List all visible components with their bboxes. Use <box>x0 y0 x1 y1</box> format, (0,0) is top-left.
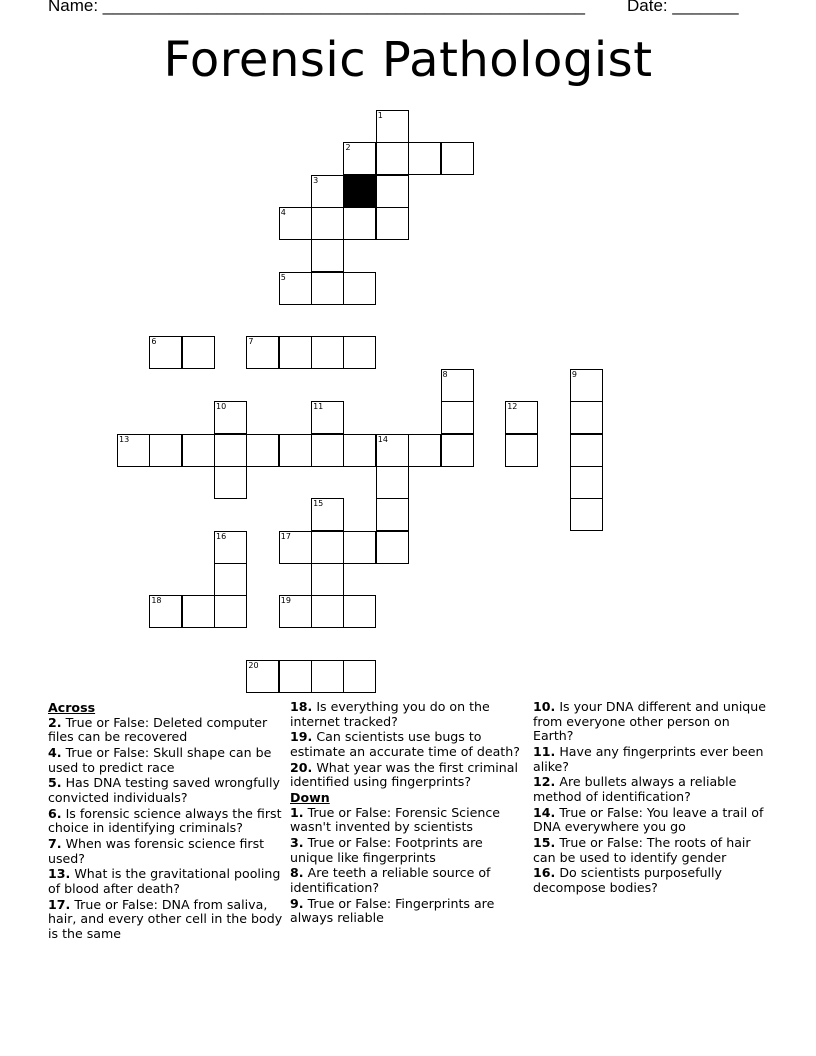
clue-number-label: 2. <box>48 714 62 730</box>
crossword-cell[interactable] <box>279 272 312 305</box>
clue-number: 19 <box>280 596 291 606</box>
crossword-cell[interactable] <box>149 595 182 628</box>
clue-text: Are bullets always a reliable method of identification? <box>533 774 737 804</box>
crossword-cell[interactable] <box>182 336 215 369</box>
crossword-cell[interactable] <box>279 531 312 564</box>
clue-item <box>533 775 773 804</box>
clue-number: 3 <box>313 175 319 185</box>
clue-number-label: 11. <box>533 743 556 759</box>
clue-item <box>48 867 284 896</box>
clue-section-heading: Across <box>48 700 96 715</box>
crossword-cell[interactable] <box>505 434 538 467</box>
crossword-cell[interactable] <box>441 401 474 434</box>
clue-item <box>290 866 526 895</box>
clue-item <box>290 700 526 729</box>
clue-text: True or False: Skull shape can be used to predict race <box>48 744 272 775</box>
clue-number-label: 19. <box>290 729 313 745</box>
crossword-cell[interactable] <box>570 434 603 467</box>
crossword-cell[interactable] <box>311 175 344 208</box>
clue-text: True or False: Deleted computer files can be recovered <box>48 714 268 745</box>
crossword-cell[interactable] <box>279 660 312 693</box>
clue-text: Is everything you do on the internet tracked? <box>290 699 490 729</box>
crossword-cell[interactable] <box>343 336 376 369</box>
crossword-cell[interactable] <box>311 563 344 596</box>
clue-text: Is forensic science always the first choice in identifying criminals? <box>48 805 282 836</box>
clue-item <box>533 700 773 744</box>
crossword-cell[interactable] <box>343 434 376 467</box>
clue-text: True or False: Fingerprints are always reliable <box>290 895 495 926</box>
crossword-cell[interactable] <box>311 595 344 628</box>
clue-text: What is the gravitational pooling of blood after death? <box>48 866 281 897</box>
clue-text: Have any fingerprints ever been alike? <box>533 743 764 774</box>
crossword-cell[interactable] <box>343 660 376 693</box>
clue-number-label: 15. <box>533 835 556 851</box>
crossword-cell[interactable] <box>311 531 344 564</box>
crossword-cell[interactable] <box>505 401 538 434</box>
crossword-cell[interactable] <box>376 466 409 499</box>
crossword-cell[interactable] <box>311 272 344 305</box>
crossword-cell[interactable] <box>117 434 150 467</box>
name-field-label: Name: ___________________________________________________ <box>48 0 585 15</box>
clue-item <box>48 776 284 805</box>
crossword-cell[interactable] <box>570 369 603 402</box>
clue-number: 13 <box>119 434 130 444</box>
clue-number: 11 <box>313 402 324 412</box>
clue-item <box>533 836 773 865</box>
clue-text: True or False: DNA from saliva, hair, and every other cell in the body is the same <box>48 896 283 942</box>
clue-item <box>48 898 284 942</box>
clue-text: Has DNA testing saved wrongfully convicted individuals? <box>48 775 280 805</box>
crossword-cell[interactable] <box>182 595 215 628</box>
clue-item <box>290 761 526 790</box>
crossword-cell[interactable] <box>376 207 409 240</box>
crossword-cell[interactable] <box>376 531 409 564</box>
clue-text: What year was the first criminal identified using fingerprints? <box>290 759 518 790</box>
crossword-cell[interactable] <box>311 207 344 240</box>
clue-number-label: 8. <box>290 865 304 881</box>
clue-item <box>533 866 773 895</box>
crossword-cell[interactable] <box>246 434 279 467</box>
crossword-cell[interactable] <box>343 531 376 564</box>
crossword-cell[interactable] <box>214 531 247 564</box>
page-title: Forensic Pathologist <box>163 32 653 88</box>
crossword-cell[interactable] <box>182 434 215 467</box>
clue-item <box>533 806 773 835</box>
clue-number: 12 <box>507 402 518 412</box>
clue-number: 8 <box>442 369 448 379</box>
crossword-cell[interactable] <box>214 434 247 467</box>
crossword-cell[interactable] <box>311 660 344 693</box>
clue-number-label: 17. <box>48 896 71 912</box>
crossword-cell[interactable] <box>441 142 474 175</box>
crossword-cell[interactable] <box>570 401 603 434</box>
clue-number-label: 6. <box>48 805 62 821</box>
clue-text: Is your DNA different and unique from everyone other person on Earth? <box>533 699 767 744</box>
clue-number: 5 <box>280 272 286 282</box>
crossword-cell[interactable] <box>214 401 247 434</box>
clue-column-1 <box>48 700 284 943</box>
crossword-cell[interactable] <box>441 434 474 467</box>
crossword-cell[interactable] <box>311 239 344 272</box>
clue-number-label: 14. <box>533 804 556 820</box>
clue-section-heading: Down <box>290 790 330 806</box>
clue-item <box>48 837 284 866</box>
crossword-cell[interactable] <box>343 595 376 628</box>
crossword-cell[interactable] <box>311 401 344 434</box>
clue-number-label: 4. <box>48 744 62 760</box>
clue-number-label: 18. <box>290 699 313 714</box>
clue-number-label: 7. <box>48 836 62 852</box>
crossword-cell[interactable] <box>149 336 182 369</box>
crossword-cell[interactable] <box>279 434 312 467</box>
clue-number: 10 <box>216 402 227 412</box>
crossword-cell[interactable] <box>376 175 409 208</box>
clue-number-label: 20. <box>290 759 313 775</box>
clue-column-3 <box>533 700 773 897</box>
crossword-cell[interactable] <box>570 466 603 499</box>
crossword-black-cell <box>343 175 376 208</box>
crossword-cell[interactable] <box>279 207 312 240</box>
clue-number-label: 12. <box>533 774 556 790</box>
crossword-cell[interactable] <box>343 272 376 305</box>
clue-number: 6 <box>151 337 157 347</box>
clue-item <box>290 897 526 926</box>
clue-number-label: 5. <box>48 775 62 791</box>
clue-text: Are teeth a reliable source of identification? <box>290 865 491 896</box>
crossword-cell[interactable] <box>311 336 344 369</box>
clue-number: 4 <box>280 208 286 218</box>
clue-text: True or False: Forensic Science wasn't invented by scientists <box>290 804 501 835</box>
clue-item <box>290 806 526 835</box>
clue-column-2 <box>290 700 526 927</box>
crossword-cell[interactable] <box>376 498 409 531</box>
crossword-cell[interactable] <box>214 466 247 499</box>
crossword-cell[interactable] <box>214 563 247 596</box>
crossword-cell[interactable] <box>214 595 247 628</box>
crossword-cell[interactable] <box>311 498 344 531</box>
crossword-cell[interactable] <box>441 369 474 402</box>
crossword-cell[interactable] <box>376 110 409 143</box>
clue-text: True or False: Footprints are unique like fingerprints <box>290 835 483 865</box>
crossword-cell[interactable] <box>246 660 279 693</box>
clue-number-label: 1. <box>290 804 304 820</box>
clue-number: 16 <box>216 531 227 541</box>
clue-item <box>533 745 773 774</box>
clue-number: 18 <box>151 596 162 606</box>
crossword-cell[interactable] <box>408 142 441 175</box>
crossword-cell[interactable] <box>149 434 182 467</box>
crossword-cell[interactable] <box>343 142 376 175</box>
clue-number: 17 <box>280 531 291 541</box>
clue-text: True or False: The roots of hair can be used to identify gender <box>533 835 751 865</box>
crossword-cell[interactable] <box>376 142 409 175</box>
clue-number-label: 9. <box>290 895 304 911</box>
clue-number-label: 13. <box>48 866 71 882</box>
clue-number: 2 <box>345 143 351 153</box>
crossword-cell[interactable] <box>311 434 344 467</box>
clue-text: When was forensic science first used? <box>48 836 265 866</box>
clue-number-label: 10. <box>533 699 556 714</box>
clue-number: 7 <box>248 337 254 347</box>
clue-text: True or False: You leave a trail of DNA everywhere you go <box>533 804 764 835</box>
clue-number: 15 <box>313 499 324 509</box>
crossword-cell[interactable] <box>570 498 603 531</box>
date-field-label: Date: _______ <box>627 0 739 15</box>
crossword-cell[interactable] <box>279 595 312 628</box>
clue-item <box>48 807 284 836</box>
clue-number-label: 3. <box>290 835 304 851</box>
clue-number: 20 <box>248 660 259 670</box>
crossword-cell[interactable] <box>408 434 441 467</box>
clue-number: 14 <box>377 434 388 444</box>
clue-text: Do scientists purposefully decompose bodies? <box>533 865 722 896</box>
clue-number: 9 <box>571 369 577 379</box>
crossword-cell[interactable] <box>376 434 409 467</box>
clue-item <box>290 730 526 759</box>
clue-text: Can scientists use bugs to estimate an accurate time of death? <box>290 729 520 759</box>
clue-item <box>290 836 526 865</box>
clue-number: 1 <box>377 111 383 120</box>
clue-item <box>48 746 284 775</box>
crossword-cell[interactable] <box>343 207 376 240</box>
crossword-cell[interactable] <box>279 336 312 369</box>
crossword-cell[interactable] <box>246 336 279 369</box>
clue-number-label: 16. <box>533 865 556 881</box>
clue-item <box>48 716 284 745</box>
